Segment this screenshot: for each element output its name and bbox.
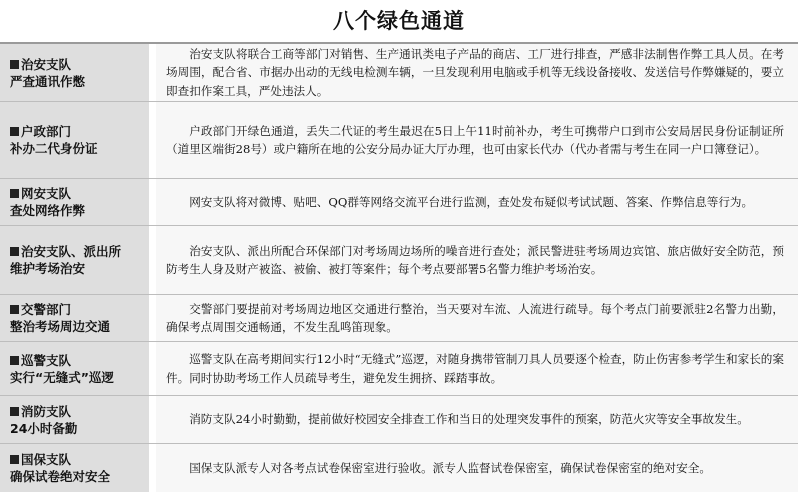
- square-bullet-icon: [10, 407, 19, 416]
- row-content-cell: [156, 102, 798, 178]
- row-label-cell: [0, 342, 149, 395]
- row-label: 网安支队 查处网络作弊: [10, 186, 86, 218]
- table-row: [0, 179, 798, 226]
- row-label-cell: [0, 396, 149, 443]
- row-label-cell: [0, 102, 149, 178]
- row-content-cell: [156, 396, 798, 443]
- row-content: 国保支队派专人对各考点试卷保密室进行验收。派专人监督试卷保密室，确保试卷保密室的绝对安全。: [189, 460, 711, 475]
- row-label-cell: [0, 444, 149, 492]
- row-content: 户政部门开绿色通道，丢失二代证的考生最迟在5日上午11时前补办，考生可携带户口到市公安局居民身份证制证所（道里区端街28号）或户籍所在地的公安分局办证大厅办理，也可由家长代办（代办者需与考生在同一户口簿登记）。: [166, 123, 784, 156]
- table-row: [0, 444, 798, 492]
- square-bullet-icon: [10, 305, 19, 314]
- row-label: 消防支队 24小时备勤: [10, 403, 78, 436]
- table-row: [0, 295, 798, 342]
- row-content-cell: [156, 179, 798, 225]
- row-content-cell: [156, 44, 798, 101]
- row-content: 治安支队将联合工商等部门对销售、生产通讯类电子产品的商店、工厂进行排查，严感非法制售作弊工具人员。在考场周围，配合省、市据办出动的无线电检测车辆，一旦发现利用电脑或手机等无线设备接收、发送信号作弊嫌疑的，要立即查扣作案工具，严处违法人。: [166, 46, 784, 98]
- table-row: [0, 342, 798, 396]
- row-label-cell: [0, 295, 149, 341]
- square-bullet-icon: [10, 189, 19, 198]
- square-bullet-icon: [10, 60, 19, 69]
- row-content-cell: [156, 295, 798, 341]
- row-label: 巡警支队 实行“无缝式”巡逻: [10, 352, 114, 385]
- row-content: 网安支队将对微博、贴吧、QQ群等网络交流平台进行监测，查处发布疑似考试试题、答案、作弊信息等行为。: [189, 194, 754, 209]
- row-label-cell: [0, 179, 149, 225]
- square-bullet-icon: [10, 356, 19, 365]
- row-content: 消防支队24小时勤勤，提前做好校园安全排查工作和当日的处理突发事件的预案，防范火灾等安全事故发生。: [189, 412, 749, 427]
- table-row: [0, 226, 798, 295]
- square-bullet-icon: [10, 455, 19, 464]
- row-content-cell: [156, 342, 798, 395]
- row-label-cell: [0, 44, 149, 101]
- row-label: 治安支队、派出所 维护考场治安: [10, 244, 122, 276]
- row-label-cell: [0, 226, 149, 294]
- row-content: 治安支队、派出所配合环保部门对考场周边场所的噪音进行查处；派民警进驻考场周边宾馆、旅店做好安全防范，预防考生人身及财产被盗、被偷、被打等案件；每个考点要部署5名警力维护考场治安。: [166, 243, 784, 276]
- table-row: [0, 396, 798, 444]
- square-bullet-icon: [10, 127, 19, 136]
- row-content: 交警部门要提前对考场周边地区交通进行整治，当天要对车流、人流进行疏导。每个考点门前要派驻2名警力出勤，确保考点周围交通畅通，不发生乱鸣笛现象。: [166, 301, 784, 334]
- row-label: 治安支队 严查通讯作憋: [10, 56, 86, 89]
- row-content-cell: [156, 444, 798, 492]
- row-label: 交警部门 整治考场周边交通: [10, 302, 111, 334]
- info-table: [0, 42, 798, 492]
- row-label: 户政部门 补办二代身份证: [10, 124, 98, 156]
- page-title: 八个绿色通道: [333, 9, 465, 33]
- row-content-cell: [156, 226, 798, 294]
- table-row: [0, 44, 798, 102]
- row-label: 国保支队 确保试卷绝对安全: [10, 452, 111, 484]
- table-row: [0, 102, 798, 179]
- row-content: 巡警支队在高考期间实行12小时“无缝式”巡逻，对随身携带管制刀具人员要逐个检查，防止伤害参考学生和家长的案件。同时协助考场工作人员疏导考生，避免发生拥挤、踩踏事故。: [166, 352, 784, 385]
- square-bullet-icon: [10, 247, 19, 256]
